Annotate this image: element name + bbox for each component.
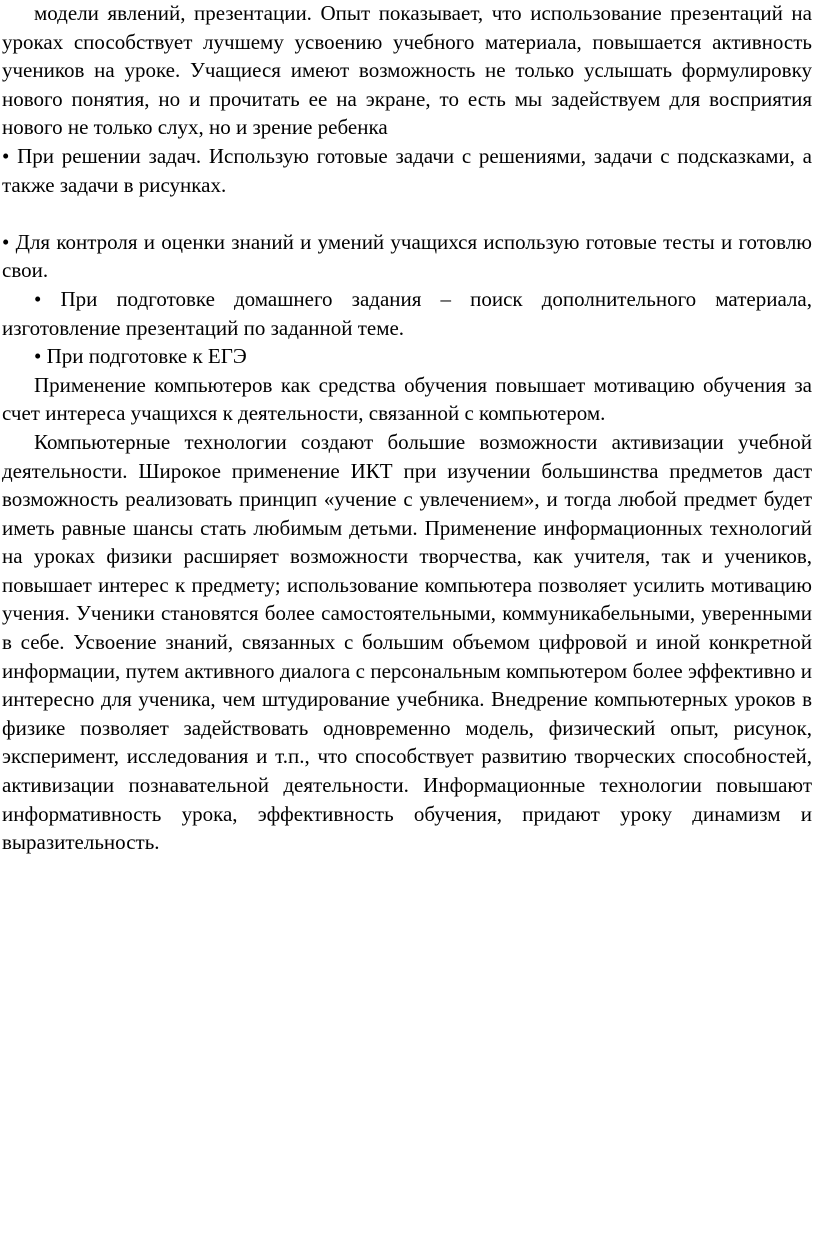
blank-line	[2, 199, 812, 228]
bullet-exam-prep: • При подготовке к ЕГЭ	[34, 344, 247, 369]
bullet-problem-solving: • При решении задач. Использую готовые задачи с решениями, задачи с подсказками, а также задачи в рисунках.	[2, 143, 812, 197]
paragraph-computer-motivation: Применение компьютеров как средства обучения повышает мотивацию обучения за счет интереса учащихся к деятельности, связанной с компьютером.	[2, 372, 812, 426]
bullet-homework-prep: • При подготовке домашнего задания – поиск дополнительного материала, изготовление презентаций по заданной теме.	[2, 286, 812, 340]
paragraph-presentations: модели явлений, презентации. Опыт показывает, что использование презентаций на уроках способствует лучшему усвоению учебного материала, повышается активность учеников на уроке. Учащиеся имеют возможность не только услышать формулировку нового понятия, но и прочитать ее на экране, то есть мы задействуем для восприятия нового не только слух, но и зрение ребенка	[2, 1, 812, 140]
paragraph-ict-opportunities: Компьютерные технологии создают большие возможности активизации учебной деятельности. Широкое применение ИКТ при изучении большинства предметов даст возможность реализовать принцип «учение с увлечением», и тогда любой предмет будет иметь равные шансы стать любимым детьми. Применение информационных технологий на уроках физики расширяет возможности творчества, как учителя, так и учеников, повышает интерес к предмету; использование компьютера позволяет усилить мотивацию учения. Ученики становятся более самостоятельными, коммуникабельными, уверенными в себе. Усвоение знаний, связанных с большим объемом цифровой и иной конкретной информации, путем активного диалога с персональным компьютером более эффективно и интересно для ученика, чем штудирование учебника. Внедрение компьютерных уроков в физике позволяет задействовать одновременно модель, физический опыт, рисунок, эксперимент, исследования и т.п., что способствует развитию творческих способностей, активизации познавательной деятельности. Информационные технологии повышают информативность урока, эффективность обучения, придают уроку динамизм и выразительность.	[2, 429, 812, 855]
bullet-knowledge-control: • Для контроля и оценки знаний и умений учащихся использую готовые тесты и готовлю свои.	[2, 229, 812, 283]
